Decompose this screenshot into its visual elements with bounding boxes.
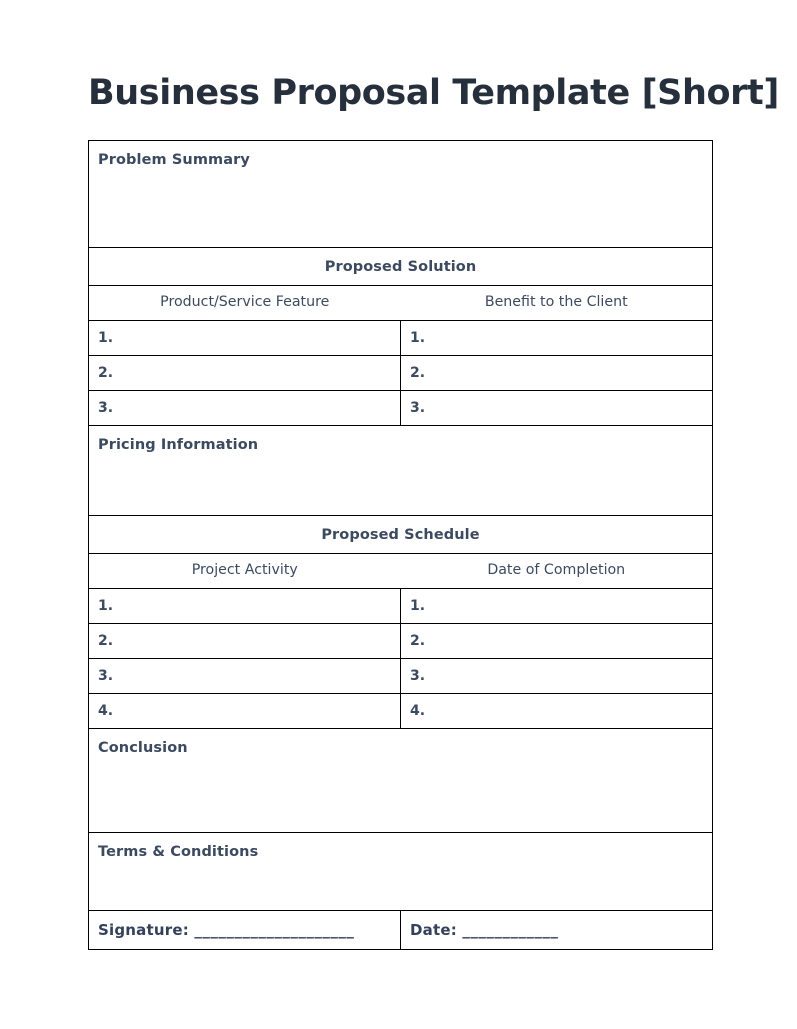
cell-solution-feature-2[interactable] xyxy=(89,356,401,391)
row-marker: 3. xyxy=(410,400,426,416)
cell-solution-benefit-3[interactable] xyxy=(401,391,713,426)
row-signoff xyxy=(89,911,713,950)
column-header-project-activity: Project Activity xyxy=(191,562,298,578)
row-marker: 4. xyxy=(410,703,426,719)
row-marker: 1. xyxy=(410,598,426,614)
cell-header-project-activity xyxy=(89,554,401,589)
cell-schedule-date-3[interactable] xyxy=(401,659,713,694)
signature-rule[interactable]: ____________________ xyxy=(194,921,355,939)
cell-date[interactable] xyxy=(401,911,713,950)
cell-conclusion[interactable] xyxy=(89,729,713,833)
table-row xyxy=(89,356,713,391)
cell-solution-feature-1[interactable] xyxy=(89,321,401,356)
row-proposed-schedule-band xyxy=(89,516,713,554)
business-proposal-form-table xyxy=(88,140,713,950)
date-label: Date: xyxy=(410,921,457,939)
table-row xyxy=(89,589,713,624)
table-row xyxy=(89,391,713,426)
signature-field[interactable] xyxy=(89,911,400,949)
proposed-schedule-title: Proposed Schedule xyxy=(321,527,480,543)
row-marker: 2. xyxy=(410,365,426,381)
cell-schedule-activity-1[interactable] xyxy=(89,589,401,624)
column-header-product-service-feature: Product/Service Feature xyxy=(160,294,330,310)
row-marker: 2. xyxy=(410,633,426,649)
row-marker: 3. xyxy=(98,400,114,416)
cell-schedule-activity-3[interactable] xyxy=(89,659,401,694)
row-proposed-schedule-headers xyxy=(89,554,713,589)
table-row xyxy=(89,694,713,729)
page-title: Business Proposal Template [Short] xyxy=(88,73,779,113)
row-marker: 2. xyxy=(98,633,114,649)
row-marker: 3. xyxy=(410,668,426,684)
cell-proposed-schedule-band xyxy=(89,516,713,554)
cell-terms-and-conditions[interactable] xyxy=(89,833,713,911)
pricing-information-label: Pricing Information xyxy=(98,437,259,453)
cell-solution-benefit-1[interactable] xyxy=(401,321,713,356)
row-proposed-solution-band xyxy=(89,248,713,286)
cell-problem-summary[interactable] xyxy=(89,141,713,248)
row-proposed-solution-headers xyxy=(89,286,713,321)
cell-schedule-date-4[interactable] xyxy=(401,694,713,729)
conclusion-label: Conclusion xyxy=(98,740,188,756)
cell-solution-benefit-2[interactable] xyxy=(401,356,713,391)
table-row xyxy=(89,624,713,659)
row-pricing-information xyxy=(89,426,713,516)
table-row xyxy=(89,659,713,694)
column-header-benefit-to-client: Benefit to the Client xyxy=(484,294,628,310)
cell-header-benefit-to-client xyxy=(401,286,713,321)
terms-and-conditions-label: Terms & Conditions xyxy=(98,844,259,860)
table-row xyxy=(89,321,713,356)
cell-solution-feature-3[interactable] xyxy=(89,391,401,426)
cell-header-product-service-feature xyxy=(89,286,401,321)
cell-schedule-activity-2[interactable] xyxy=(89,624,401,659)
cell-pricing-information[interactable] xyxy=(89,426,713,516)
row-marker: 1. xyxy=(98,330,114,346)
signature-label: Signature: xyxy=(98,921,189,939)
row-marker: 1. xyxy=(410,330,426,346)
date-rule[interactable]: ____________ xyxy=(462,921,559,939)
cell-signature[interactable] xyxy=(89,911,401,950)
row-problem-summary xyxy=(89,141,713,248)
cell-schedule-activity-4[interactable] xyxy=(89,694,401,729)
column-header-date-of-completion: Date of Completion xyxy=(487,562,626,578)
cell-header-date-of-completion xyxy=(401,554,713,589)
row-marker: 3. xyxy=(98,668,114,684)
row-terms-and-conditions xyxy=(89,833,713,911)
problem-summary-label: Problem Summary xyxy=(98,152,250,168)
proposed-solution-title: Proposed Solution xyxy=(324,259,477,275)
date-field[interactable] xyxy=(401,911,712,949)
cell-schedule-date-1[interactable] xyxy=(401,589,713,624)
row-marker: 1. xyxy=(98,598,114,614)
cell-proposed-solution-band xyxy=(89,248,713,286)
row-conclusion xyxy=(89,729,713,833)
row-marker: 2. xyxy=(98,365,114,381)
row-marker: 4. xyxy=(98,703,114,719)
cell-schedule-date-2[interactable] xyxy=(401,624,713,659)
